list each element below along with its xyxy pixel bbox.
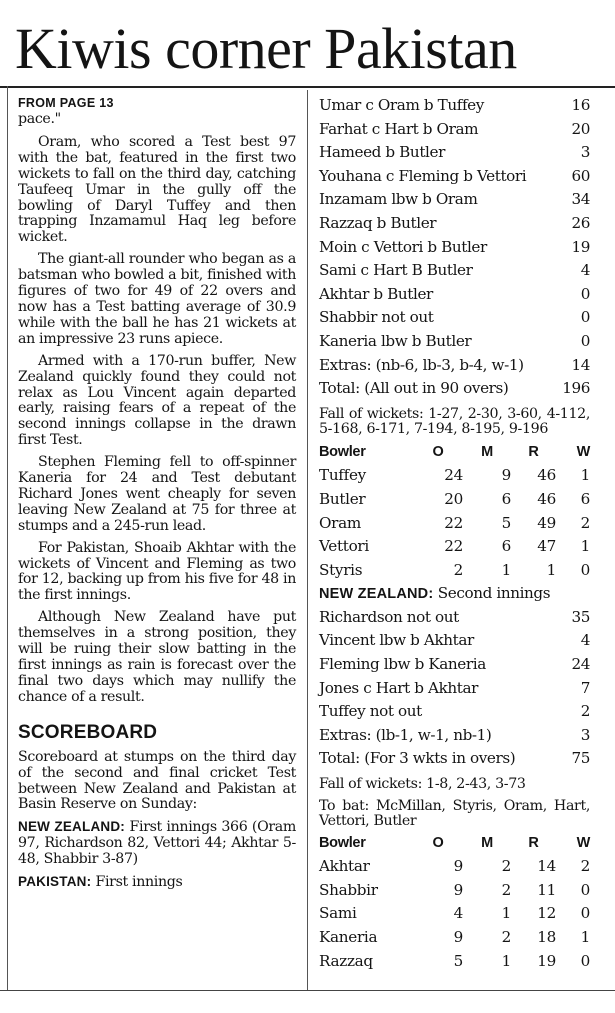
article-column	[18, 94, 296, 897]
batting-runs: 26	[571, 213, 590, 232]
batting-runs: 196	[562, 379, 590, 398]
batting-runs: 34	[571, 190, 590, 209]
pakistan-fall-of-wickets: Fall of wickets: 1-27, 2-30, 3-60, 4-112, 5-168, 6-171, 7-194, 8-195, 9-196	[319, 405, 590, 438]
pakistan-batting-card	[319, 94, 590, 401]
batting-runs: 16	[571, 96, 590, 114]
batting-row	[319, 165, 590, 189]
bowling-header-runs-conceded: R	[528, 443, 539, 460]
batting-runs: 4	[580, 261, 590, 280]
batting-entry: Jones c Hart b Akhtar	[319, 678, 478, 697]
bowling-bowler-name: Akhtar	[319, 857, 370, 876]
article-paragraph: For Pakistan, Shoaib Akhtar with the wickets of Vincent and Fleming as two for 12, backing up from his five for 48 in the first innings.	[18, 539, 296, 604]
top-rule	[0, 86, 615, 88]
bowling-bowler-name: Oram	[319, 513, 361, 532]
batting-entry: Inzamam lbw b Oram	[319, 190, 478, 209]
bowling-maidens: 6	[501, 537, 511, 556]
bowling-maidens: 5	[501, 513, 511, 532]
batting-entry: Extras: (nb-6, lb-3, b-4, w-1)	[319, 355, 524, 374]
nz-second-innings-label: NEW ZEALAND:	[319, 586, 434, 603]
batting-row	[319, 94, 590, 118]
batting-row	[319, 259, 590, 283]
batting-entry: Farhat c Hart b Oram	[319, 119, 479, 138]
nz-fall-of-wickets: Fall of wickets: 1-8, 2-43, 3-73	[319, 776, 526, 793]
bowling-wickets: 0	[580, 904, 590, 923]
batting-entry: Vincent lbw b Akhtar	[319, 631, 474, 650]
batting-runs: 3	[580, 143, 590, 162]
bowling-header-overs: O	[432, 443, 444, 460]
bowling-overs: 9	[453, 857, 463, 876]
bowling-runs-conceded: 11	[537, 880, 556, 899]
bowling-header-wickets: W	[576, 834, 590, 851]
bowling-bowler-name: Sami	[319, 904, 357, 923]
batting-row	[319, 188, 590, 212]
bowling-wickets: 1	[580, 537, 590, 556]
bowling-row	[319, 464, 590, 488]
scoreboard-intro: Scoreboard at stumps on the third day of the second and final cricket Test between New Zealand and Pakistan at Basin Reserve on Sunday:	[18, 748, 296, 813]
batting-row	[319, 677, 590, 701]
batting-runs: 24	[571, 655, 590, 674]
batting-runs: 60	[571, 166, 590, 185]
batting-runs: 0	[580, 331, 590, 350]
batting-runs: 3	[580, 725, 590, 744]
bowling-wickets: 2	[580, 857, 590, 876]
batting-runs: 7	[580, 678, 590, 697]
from-page-label: FROM PAGE 13	[18, 96, 114, 110]
bowling-header-bowler-name: Bowler	[319, 834, 366, 851]
bowling-maidens: 9	[501, 466, 511, 485]
bowling-overs: 2	[453, 560, 463, 579]
bowling-wickets: 0	[580, 951, 590, 970]
column-divider	[307, 90, 308, 990]
bowling-header-overs: O	[432, 834, 444, 851]
batting-entry: Extras: (lb-1, w-1, nb-1)	[319, 725, 492, 744]
bowling-header-bowler-name: Bowler	[319, 443, 366, 460]
bowling-wickets: 1	[580, 927, 590, 946]
batting-row	[319, 653, 590, 677]
nz-batting-card	[319, 606, 590, 771]
batting-row	[319, 118, 590, 142]
pakistan-first-innings	[18, 874, 296, 891]
bowling-header-maidens: M	[481, 834, 493, 851]
batting-entry: Moin c Vettori b Butler	[319, 237, 487, 256]
batting-runs: 4	[580, 631, 590, 650]
bowling-row	[319, 488, 590, 512]
bowling-bowler-name: Styris	[319, 560, 363, 579]
bowling-wickets: 2	[580, 513, 590, 532]
pakistan-label: PAKISTAN:	[18, 874, 92, 890]
nz-bowling-table	[319, 832, 590, 974]
scoreboard-column	[319, 94, 590, 973]
bowling-overs: 5	[453, 951, 463, 970]
bowling-header-maidens: M	[481, 443, 493, 460]
bowling-runs-conceded: 47	[537, 537, 556, 556]
bowling-maidens: 1	[501, 904, 511, 923]
bowling-header-wickets: W	[576, 443, 590, 460]
batting-runs: 19	[571, 237, 590, 256]
batting-row	[319, 212, 590, 236]
batting-entry: Umar c Oram b Tuffey	[319, 96, 484, 114]
bowling-bowler-name: Butler	[319, 489, 366, 508]
bowling-maidens: 6	[501, 489, 511, 508]
batting-entry: Richardson not out	[319, 607, 459, 626]
bowling-runs-conceded: 46	[537, 489, 556, 508]
bowling-maidens: 1	[501, 560, 511, 579]
batting-entry: Youhana c Fleming b Vettori	[319, 166, 527, 185]
bowling-overs: 4	[453, 904, 463, 923]
batting-entry: Sami c Hart B Butler	[319, 261, 473, 280]
batting-row	[319, 629, 590, 653]
batting-runs: 0	[580, 284, 590, 303]
bowling-overs: 9	[453, 927, 463, 946]
bowling-overs: 20	[444, 489, 463, 508]
batting-entry: Fleming lbw b Kaneria	[319, 655, 486, 674]
batting-entry: Shabbir not out	[319, 308, 434, 327]
bowling-wickets: 0	[580, 560, 590, 579]
batting-entry: Hameed b Butler	[319, 143, 445, 162]
batting-row	[319, 306, 590, 330]
bowling-bowler-name: Shabbir	[319, 880, 378, 899]
scoreboard-heading: SCOREBOARD	[18, 721, 158, 743]
bowling-bowler-name: Vettori	[319, 537, 369, 556]
batting-runs: 0	[580, 308, 590, 327]
article-paragraph: Stephen Fleming fell to off-spinner Kaneria for 24 and Test debutant Richard Jones went cheaply for seven leaving New Zealand at 75 for three at stumps and a 245-run lead.	[18, 454, 296, 534]
bowling-overs: 24	[444, 466, 463, 485]
bowling-overs: 9	[453, 880, 463, 899]
bowling-header-runs-conceded: R	[528, 834, 539, 851]
pakistan-first-innings-text: First innings	[91, 874, 183, 891]
batting-row	[319, 141, 590, 165]
batting-row	[319, 236, 590, 260]
bowling-row	[319, 535, 590, 559]
bowling-row	[319, 950, 590, 974]
bottom-rule	[0, 990, 615, 991]
nz-first-innings-text: First innings 366 (Oram 97, Richardson 82, Vettori 44; Akhtar 5-48, Shabbir 3-87)	[18, 819, 296, 868]
bowling-runs-conceded: 19	[537, 951, 556, 970]
bowling-runs-conceded: 49	[537, 513, 556, 532]
bowling-runs-conceded: 1	[546, 560, 556, 579]
bowling-maidens: 2	[501, 880, 511, 899]
bowling-header-row	[319, 441, 590, 465]
bowling-runs-conceded: 18	[537, 927, 556, 946]
batting-entry: Total: (For 3 wkts in overs)	[319, 749, 516, 768]
bowling-maidens: 2	[501, 927, 511, 946]
bowling-overs: 22	[444, 537, 463, 556]
nz-to-bat: To bat: McMillan, Styris, Oram, Hart, Vettori, Butler	[319, 797, 590, 830]
batting-row	[319, 747, 590, 771]
batting-row	[319, 354, 590, 378]
batting-entry: Total: (All out in 90 overs)	[319, 379, 509, 398]
article-paragraph: Oram, who scored a Test best 97 with the bat, featured in the first two wickets to fall on the third day, catching Taufeeq Umar in the gully off the bowling of Daryl Tuffey and then trapping Inzamamul Haq leg before wicket.	[18, 133, 296, 246]
batting-row	[319, 330, 590, 354]
bowling-runs-conceded: 12	[537, 904, 556, 923]
bowling-row	[319, 926, 590, 950]
bowling-runs-conceded: 46	[537, 466, 556, 485]
article-paragraph: pace."	[18, 111, 61, 127]
nz-first-innings	[18, 819, 296, 868]
batting-row	[319, 724, 590, 748]
headline: Kiwis corner Pakistan	[15, 16, 517, 81]
batting-runs: 20	[571, 119, 590, 138]
batting-entry: Kaneria lbw b Butler	[319, 331, 472, 350]
batting-entry: Tuffey not out	[319, 702, 422, 721]
bowling-row	[319, 902, 590, 926]
bowling-maidens: 1	[501, 951, 511, 970]
article-paragraph: The giant-all rounder who began as a batsman who bowled a bit, finished with figures of two for 49 of 22 overs and now has a Test batting average of 30.9 while with the ball he has 21 wickets at an impressive 23 runs apiece.	[18, 251, 296, 347]
article-paragraph: Armed with a 170-run buffer, New Zealand quickly found they could not relax as Lou Vincent again departed early, raising fears of a repeat of the second innings collapse in the drawn first Test.	[18, 352, 296, 449]
bowling-bowler-name: Kaneria	[319, 927, 378, 946]
batting-entry: Akhtar b Butler	[319, 284, 433, 303]
nz-first-innings-label: NEW ZEALAND:	[18, 819, 125, 835]
bowling-bowler-name: Tuffey	[319, 466, 366, 485]
bowling-row	[319, 512, 590, 536]
nz-second-innings-heading	[319, 582, 590, 606]
batting-row	[319, 377, 590, 401]
bowling-wickets: 0	[580, 880, 590, 899]
nz-second-innings-title: Second innings	[433, 584, 551, 603]
bowling-wickets: 6	[580, 489, 590, 508]
batting-runs: 35	[571, 607, 590, 626]
batting-runs: 2	[580, 702, 590, 721]
batting-row	[319, 283, 590, 307]
bowling-overs: 22	[444, 513, 463, 532]
bowling-row	[319, 855, 590, 879]
bowling-header-row	[319, 832, 590, 856]
bowling-maidens: 2	[501, 857, 511, 876]
left-column-rule	[7, 86, 8, 991]
batting-runs: 14	[571, 355, 590, 374]
bowling-row	[319, 559, 590, 583]
batting-row	[319, 700, 590, 724]
bowling-row	[319, 879, 590, 903]
batting-entry: Razzaq b Butler	[319, 213, 437, 232]
bowling-wickets: 1	[580, 466, 590, 485]
batting-runs: 75	[571, 749, 590, 768]
bowling-runs-conceded: 14	[537, 857, 556, 876]
pakistan-bowling-table	[319, 441, 590, 583]
bowling-bowler-name: Razzaq	[319, 951, 373, 970]
batting-row	[319, 606, 590, 630]
article-paragraph: Although New Zealand have put themselves in a strong position, they will be ruing their slow batting in the first innings as rain is forecast over the final two days which may nullify the chance of a result.	[18, 609, 296, 705]
